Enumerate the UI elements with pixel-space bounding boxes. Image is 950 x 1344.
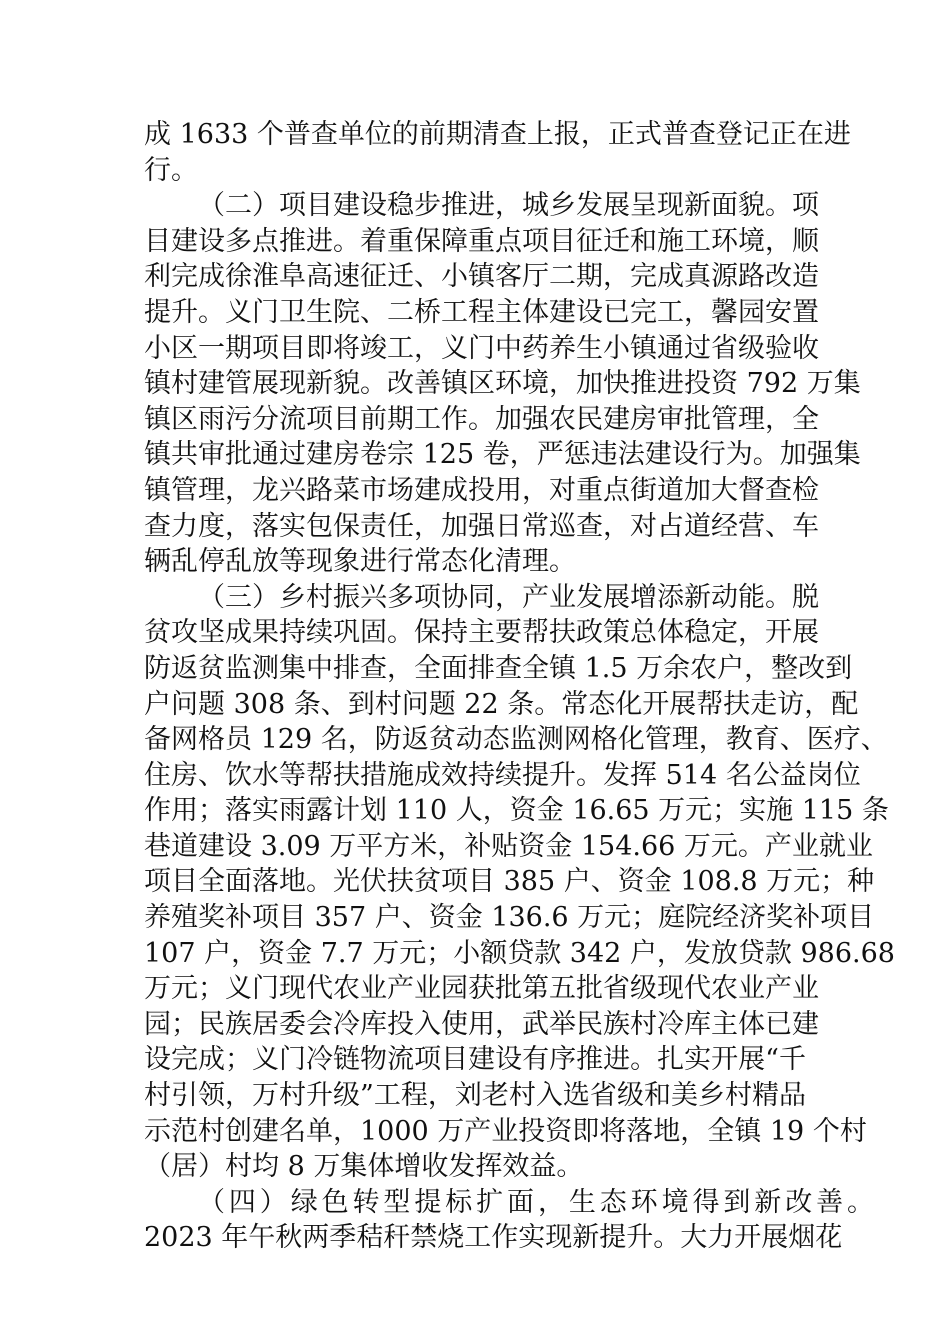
text-line: 住房、饮水等帮扶措施成效持续提升。发挥 514 名公益岗位 [144,759,861,791]
text-line: 备网格员 129 名，防返贫动态监测网格化管理，教育、医疗、 [144,724,888,756]
text-line: 贫攻坚成果持续巩固。保持主要帮扶政策总体稳定，开展 [144,617,819,649]
text-line: 目建设多点推进。着重保障重点项目征迁和施工环境，顺 [144,225,819,257]
section-heading-line: （四）绿色转型提标扩面，生态环境得到新改善。 [198,1186,874,1218]
body-text [0,117,950,1256]
text-line: 设完成；义门冷链物流项目建设有序推进。扎实开展“千 [144,1044,806,1076]
text-line: 小区一期项目即将竣工，义门中药养生小镇通过省级验收 [144,332,819,364]
text-line: 示范村创建名单，1000 万产业投资即将落地，全镇 19 个村 [144,1115,867,1147]
text-line: （居）村均 8 万集体增收发挥效益。 [144,1151,584,1183]
text-line: 镇管理，龙兴路菜市场建成投用，对重点街道加大督查检 [144,474,819,506]
text-line: 行。 [144,154,198,186]
text-line: 辆乱停乱放等现象进行常态化清理。 [144,546,576,578]
section-heading-line: （二）项目建设稳步推进，城乡发展呈现新面貌。项 [198,190,819,222]
text-line: 巷道建设 3.09 万平方米，补贴资金 154.66 万元。产业就业 [144,830,873,862]
text-line: 园；民族居委会冷库投入使用，武举民族村冷库主体已建 [144,1008,819,1040]
text-line: 万元；义门现代农业产业园获批第五批省级现代农业产业 [144,973,819,1005]
text-line: 利完成徐淮阜高速征迁、小镇客厅二期，完成真源路改造 [144,261,819,293]
text-line: 查力度，落实包保责任，加强日常巡查，对占道经营、车 [144,510,819,542]
text-line: 2023 年午秋两季秸秆禁烧工作实现新提升。大力开展烟花 [144,1222,843,1254]
text-line: 防返贫监测集中排查，全面排查全镇 1.5 万余农户，整改到 [144,652,853,684]
text-line: 作用；落实雨露计划 110 人，资金 16.65 万元；实施 115 条 [144,795,889,827]
text-line: 项目全面落地。光伏扶贫项目 385 户、资金 108.8 万元；种 [144,866,875,898]
text-line: 镇村建管展现新貌。改善镇区环境，加快推进投资 792 万集 [144,368,861,400]
text-line: 107 户，资金 7.7 万元；小额贷款 342 户，发放贷款 986.68 [144,937,895,969]
text-line: 户问题 308 条、到村问题 22 条。常态化开展帮扶走访，配 [144,688,859,720]
text-line: 养殖奖补项目 357 户、资金 136.6 万元；庭院经济奖补项目 [144,902,875,934]
text-line: 村引领，万村升级”工程，刘老村入选省级和美乡村精品 [144,1080,806,1112]
text-line: 镇区雨污分流项目前期工作。加强农民建房审批管理，全 [144,403,819,435]
text-line: 提升。义门卫生院、二桥工程主体建设已完工，馨园安置 [144,296,819,328]
section-heading-line: （三）乡村振兴多项协同，产业发展增添新动能。脱 [198,581,819,613]
text-line: 镇共审批通过建房卷宗 125 卷，严惩违法建设行为。加强集 [144,439,861,471]
text-line: 成 1633 个普查单位的前期清查上报，正式普查登记正在进 [144,119,851,150]
